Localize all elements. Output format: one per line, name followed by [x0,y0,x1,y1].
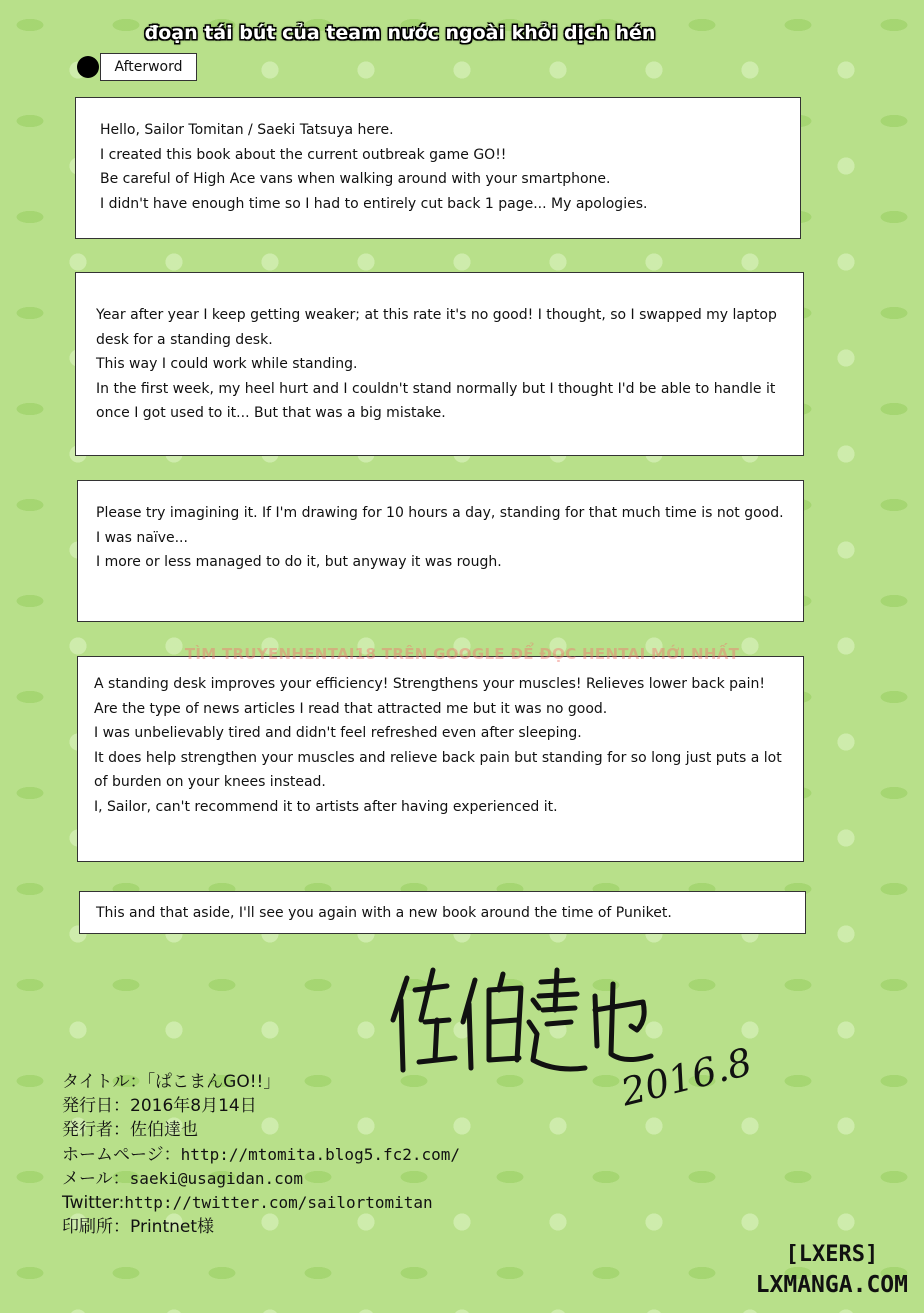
section-label: Afterword [100,53,197,81]
homepage-link[interactable]: http://mtomita.blog5.fc2.com/ [180,1144,461,1164]
handwritten-signature [385,960,655,1085]
text-line: This way I could work while standing. [96,356,358,372]
credit-group: [LXERS] [785,1242,879,1267]
afterword-box-2 [75,272,804,456]
text-line: I more or less managed to do it, but anyway it was rough. [96,554,502,570]
email-link[interactable]: saeki@usagidan.com [129,1168,304,1188]
twitter-link[interactable]: http://twitter.com/sailortomitan [124,1193,433,1213]
text-line: Are the type of news articles I read that attracted me but it was no good. [94,700,608,717]
text-line: I was naïve... [96,529,188,546]
text-line: I, Sailor, can't recommend it to artists after having experienced it. [94,798,558,815]
credit-site: LXMANGA.COM [755,1272,908,1298]
text-line: In the first week, my heel hurt and I couldn't stand normally but I thought I'd be able to handle it once I got used to it... But that was a big mistake. [96,380,776,421]
watermark-text: TÌM TRUYENHENTAI18 TRÊN GOOGLE ĐỂ ĐỌC HENTAI MỚI NHẤT [184,645,740,663]
colophon-row: Twitter:http://twitter.com/sailortomitan [62,1193,433,1214]
colophon [62,1070,460,1239]
text-line: This and that aside, I'll see you again with a new book around the time of Puniket. [96,905,672,921]
text-line: I didn't have enough time so I had to entirely cut back 1 page... My apologies. [100,195,648,212]
text-line: It does help strengthen your muscles and relieve back pain but standing for so long just puts a lot of burden on your knees instead. [94,749,782,790]
text-line: Year after year I keep getting weaker; at this rate it's no good! I thought, so I swapped my laptop desk for a standing desk. [96,307,777,348]
afterword-box-3 [77,480,804,622]
text-line: A standing desk improves your efficiency! Strengthens your muscles! Relieves lower back pain! [94,676,765,692]
text-line: I was unbelievably tired and didn't feel refreshed even after sleeping. [94,725,582,741]
text-line: Please try imagining it. If I'm drawing for 10 hours a day, standing for that much time is not good. [96,505,784,521]
colophon-row: タイトル：「ぱこまんGO!!」 [62,1072,281,1092]
scanlation-credit [756,1240,908,1300]
colophon-row: 発行日：2016年8月14日 [62,1096,257,1117]
colophon-row: メール：saeki@usagidan.com [62,1168,304,1189]
text-line: I created this book about the current outbreak game GO!! [100,146,507,163]
afterword-box-1 [75,97,801,239]
text-line: Hello, Sailor Tomitan / Saeki Tatsuya here. [100,122,394,138]
colophon-row: 印刷所：Printnet様 [62,1217,215,1238]
colophon-row: 発行者：佐伯達也 [62,1120,198,1141]
afterword-box-5 [79,891,806,934]
afterword-box-4 [77,656,804,862]
section-bullet-icon [77,56,99,78]
text-line: Be careful of High Ace vans when walking around with your smartphone. [100,171,611,187]
colophon-row: ホームページ：http://mtomita.blog5.fc2.com/ [62,1144,461,1165]
signature-date: 2016.8 [616,1039,757,1115]
translator-note: đoạn tái bút của team nước ngoài khỏi dịch hén [144,22,656,44]
